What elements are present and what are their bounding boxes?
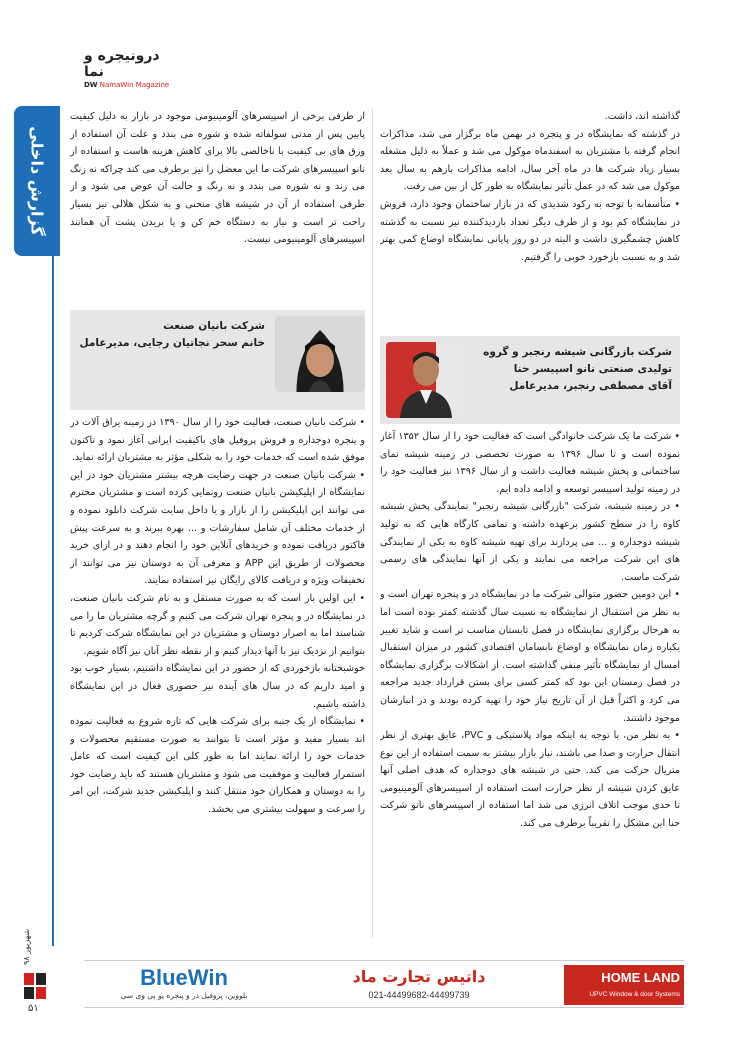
magazine-logo-en-text: NamaWin Magazine	[99, 81, 170, 89]
magazine-logo-fa: درونیجره و نما	[84, 48, 160, 80]
right-column	[380, 108, 680, 873]
column-divider	[372, 108, 373, 938]
homeland-ad[interactable]	[564, 965, 684, 1005]
profile-person-ranjbar: آقای مصطفی رنجبر، مدیرعامل	[509, 380, 672, 392]
bluewin-name: BlueWin	[140, 965, 228, 990]
left-body-p4: خوشبختانه بازخوردی که از حضور در این نمایشگاه داشتیم، بسیار خوب بود و امید داریم که در سال های آینده نیز حضوری فعال در این نمایشگاه داشته باشیم.	[70, 663, 365, 710]
profile-text-ranjbar	[472, 344, 672, 395]
left-intro-p1: از طرفی برخی از اسپیسرهای آلومینیومی موجود در بازار به دلیل کیفیت پایین پس از مدتی سولفاته شده و شوره می بندد و علت آن استفاده از ورق های بی کیفیت با ناخالصی بالا برای کاهش هزینه هاست و استفاده از نانو اسپیسرهای شرکت ما این معضل را نیز برطرف می کند چراکه نه زنگ می زند و نه شوره می بندد و نه رنگ و حالت آن عوض می شود و از طرفی استفاده از آن در شیشه های منحنی و به شکل هلالی نیز بسیار راحت تر است و نیاز به دستگاه خم کن و یا بریدن پشت آن همانند اسپیسرهای آلومینیومی نیست.	[70, 111, 365, 246]
profile-title-banian: شرکت بانیان صنعت	[163, 320, 265, 332]
profile-title-ranjbar: شرکت بازرگانی شیشه رنجبر و گروه تولیدی صنعتی نانو اسپیسر حنا	[483, 346, 672, 375]
profile-box-banian	[70, 310, 365, 410]
left-body	[70, 414, 365, 994]
left-body-p3: • این اولین بار است که به صورت مستقل و به نام شرکت بانیان صنعت، در نمایشگاه در و پنجره تهران شرکت می کنیم و گرچه مشتریان ما را می شناسند اما به اصرار دوستان و مشتریان در این نمایشگاه شرکت کردیم تا بتوانیم از نزدیک نیز با آنها دیدار کنیم و از نقطه نظر آنان نیز آگاه شویم.	[70, 592, 365, 657]
left-body-p1: • شرکت بانیان صنعت، فعالیت خود را از سال ۱۳۹۰ در زمینه یراق آلات در و پنجره دوجداره و فروش پروفیل های باکیفیت ایرانی آغاز نمود و تاکنون موفق شده است که خدمات خود را به شکلی مؤثر به مشتریان ارائه نماید.	[70, 417, 365, 464]
magazine-logo-prefix: DW	[84, 81, 98, 89]
right-intro	[380, 108, 680, 330]
section-tab	[14, 106, 60, 256]
section-tab-label: گزارش داخلی	[27, 126, 47, 236]
right-body-p3: • این دومین حضور متوالی شرکت ما در نمایشگاه در و پنجره تهران است و به نظر من استقبال از نمایشگاه به نسبت سال گذشته کمتر بوده است اما به هرحال برگزاری نمایشگاه در فصل تابستان مناسب تر است و شاید تغییر یکباره زمان نمایشگاه و اوضاع نابسامان اقتصادی کشور در میزان استقبال امسال از نمایشگاه تأثیر منفی گذاشته است. از اشکالات برگزاری نمایشگاه در فصل زمستان این بود که کمتر کسی برای بستن قرارداد جدید مراجعه می کرد و اکثراً قبل از آن تاریخ نیاز خود را تهیه کرده بودند و در انبارشان موجود داشتند.	[380, 589, 680, 724]
datis-phone: 021-44499682-44499739	[368, 990, 470, 1000]
homeland-tagline: UPVC Window & door Systems	[589, 991, 680, 998]
left-intro	[70, 108, 365, 304]
profile-text-banian	[75, 318, 265, 352]
page-number: ۵۱	[28, 1003, 39, 1014]
profile-person-banian: خانم سحر نجاتیان رجایی، مدیرعامل	[79, 337, 265, 349]
man-portrait-icon	[386, 342, 466, 418]
profile-box-ranjbar	[380, 336, 680, 424]
right-body-p1: • شرکت ما یک شرکت خانوادگی است که فعالیت خود را از سال ۱۳۵۲ آغاز نموده است و تا سال ۱۳۹۶ به صورت تخصصی در زمینه شیشه نمای ساختمانی و پخش شیشه فعالیت داشت و از سال ۱۳۹۶ نیز فعالیت خود را در زمینه تولید اسپیسر توسعه و ادامه داده ایم.	[380, 431, 680, 495]
right-intro-p3: • متأسفانه با توجه به رکود شدیدی که در بازار ساختمان وجود دارد، فروش در نمایشگاه کم بود و از طرف دیگر تعداد بازدیدکننده نیز نسبت به گذشته کاهش چشمگیری داشت و البته در دو روز پایانی نمایشگاه اوضاع کمی بهتر شد و به نسبت بازخورد خوبی را گرفتیم.	[380, 198, 680, 263]
right-body-p2: • در زمینه شیشه، شرکت "بازرگانی شیشه رنجبر" نمایندگی پخش شیشه کاوه را در سطح کشور برعهده داشته و تمامی کارگاه هایی که به تولید شیشه دوجداره و ... می پردازند برای تهیه شیشه کاوه به یکی از نمایندگی های این شرکت مراجعه می نمایند و یکی از آنها نمایندگی های رسمی شرکت ماست.	[380, 501, 680, 583]
homeland-logo: HOME LAND	[601, 970, 680, 985]
page-info	[16, 928, 56, 1025]
right-intro-p1: گذاشته اند، داشت.	[604, 111, 680, 122]
bluewin-tagline: بلووین، پروفیل در و پنجره یو پی وی سی	[120, 991, 248, 1000]
right-body-p4: • به نظر من، با توجه به اینکه مواد پلاستیکی و PVC، عایق بهتری از نظر انتقال حرارت و صدا می باشند، نیاز بازار بیشتر به سمت استفاده از این نوع متریال حرکت می کند. حتی در شیشه های دوجداره که هدف اصلی آنها عایق کردن شیشه از نظر حرارت است استفاده از اسپیسرهای آلومینیومی تا حدی موجب اتلاف انرژی می شد اما استفاده از اسپیسرهای نانو شرکت حنا این مشکل را تقریباً برطرف می کند.	[380, 730, 680, 830]
woman-portrait-icon	[275, 316, 365, 392]
right-body	[380, 428, 680, 873]
magazine-logo-en	[84, 81, 176, 89]
left-column	[70, 108, 365, 994]
datis-ad[interactable]	[299, 965, 539, 1005]
right-intro-p2: در گذشته که نمایشگاه در و پنجره در بهمن ماه برگزار می شد، مذاکرات انجام گرفته با مشتریان به اسفندماه موکول می شد و عملاً به دلیل مشغله بسیار زیاد شرکت ها در ماه آخر سال، ادامه مذاکرات بازهم به سال بعد موکول می شد که در عمل تأثیر نمایشگاه به طور کل از بین می رفت.	[380, 128, 680, 193]
issue-date: شهریور ۹۸	[22, 928, 31, 965]
bluewin-ad[interactable]	[84, 965, 284, 1005]
left-body-p2: • شرکت بانیان صنعت در جهت رضایت هرچه بیشتر مشتریان خود در این نمایشگاه از اپلیکیشن بانیان صنعت رونمایی کرده است و مشتریان محترم می توانند این اپلیکیشن را از بازار و یا داخل سایت شرکت دانلود نموده و از خدمات مختلف آن شامل سفارشات و ... بهره ببرند و به سرعت پیش فاکتور دریافت نموده و خریدهای آنلاین خود را انجام دهند و در ازای خرید محصولات از طریق این APP و معرفی آن به دوستان نیز می توانند از تخفیفات ویژه و دریافت کالای رایگان نیز استفاده نمایند.	[70, 469, 365, 587]
footer-ads	[84, 960, 684, 1008]
sidebar-rule	[52, 256, 54, 946]
magazine-mark-icon	[24, 973, 46, 999]
datis-name: داتیس تجارت ماد	[352, 967, 486, 986]
left-body-p5: • نمایشگاه از یک جنبه برای شرکت هایی که تازه شروع به فعالیت نموده اند بسیار مفید و مؤثر است تا بتوانند به صورت مستقیم محصولات و خدمات خود را ارائه نمایند اما به طور کلی این کیفیت است که عامل استمرار فعالیت و موفقیت می شود و مشتریان هستند که باید رضایت خود را به دوستان و همکاران خود منتقل کنند و اپلیکیشن جدید شرکت، این امر را سرعت و سهولت بیشتری می بخشد.	[70, 716, 365, 816]
magazine-logo	[84, 48, 176, 89]
